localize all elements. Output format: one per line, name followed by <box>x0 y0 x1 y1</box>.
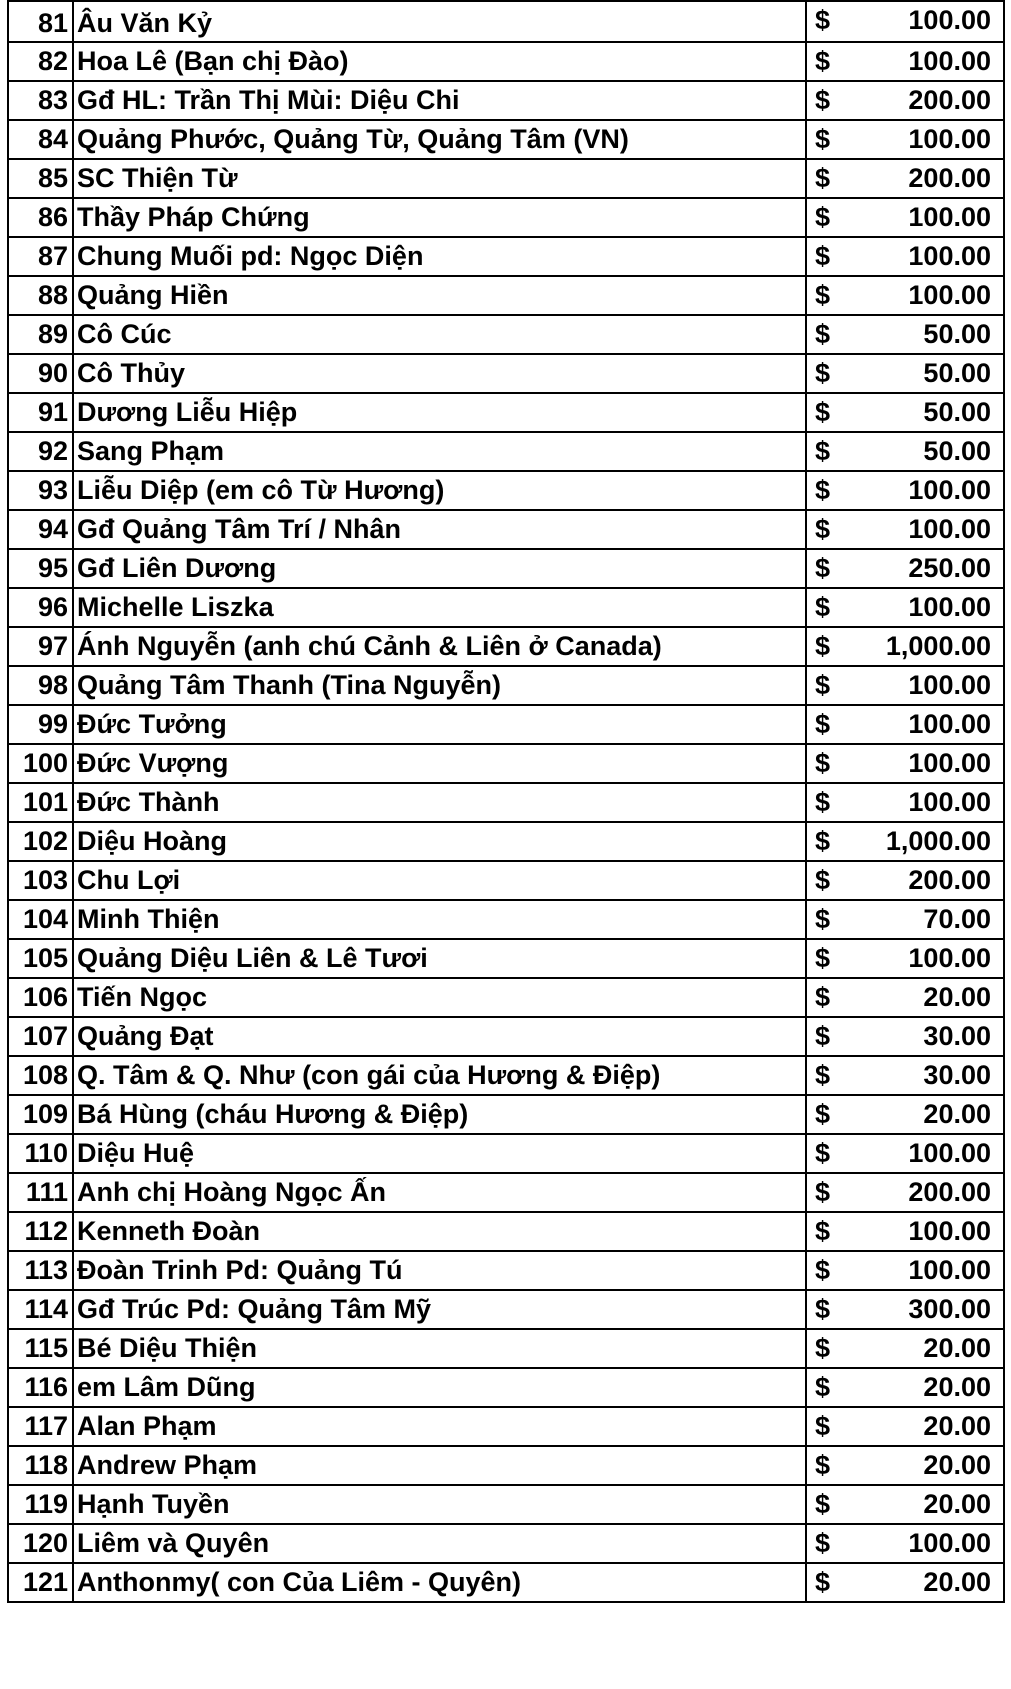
row-number: 119 <box>8 1485 73 1524</box>
currency-symbol: $ <box>815 748 831 778</box>
amount-value: 100.00 <box>908 514 991 544</box>
amount-value: 50.00 <box>923 397 991 427</box>
donor-name: Gđ Trúc Pd: Quảng Tâm Mỹ <box>73 1290 806 1329</box>
table-row <box>8 1251 1004 1290</box>
amount-value: 20.00 <box>923 982 991 1012</box>
donor-name: Liễu Diệp (em cô Từ Hương) <box>73 471 806 510</box>
amount-value: 70.00 <box>923 904 991 934</box>
amount-value: 1,000.00 <box>885 826 991 856</box>
amount-cell <box>806 393 1004 432</box>
amount-value: 20.00 <box>923 1411 991 1441</box>
table-row <box>8 1212 1004 1251</box>
currency-symbol: $ <box>815 202 831 232</box>
table-row <box>8 198 1004 237</box>
currency-symbol: $ <box>815 592 831 622</box>
row-number: 111 <box>8 1173 73 1212</box>
currency-symbol: $ <box>815 1489 831 1519</box>
row-number: 84 <box>8 120 73 159</box>
amount-value: 20.00 <box>923 1450 991 1480</box>
row-number: 97 <box>8 627 73 666</box>
amount-cell <box>806 510 1004 549</box>
table-row <box>8 1524 1004 1563</box>
amount-cell <box>806 237 1004 276</box>
amount-cell <box>806 1290 1004 1329</box>
donor-name: Minh Thiện <box>73 900 806 939</box>
amount-value: 50.00 <box>923 358 991 388</box>
amount-cell <box>806 705 1004 744</box>
row-number: 110 <box>8 1134 73 1173</box>
amount-value: 100.00 <box>908 1255 991 1285</box>
currency-symbol: $ <box>815 1411 831 1441</box>
amount-value: 200.00 <box>908 85 991 115</box>
amount-value: 200.00 <box>908 865 991 895</box>
amount-cell <box>806 1563 1004 1602</box>
row-number: 104 <box>8 900 73 939</box>
donor-name: Đức Thành <box>73 783 806 822</box>
amount-cell <box>806 978 1004 1017</box>
donor-name: Ánh Nguyễn (anh chú Cảnh & Liên ở Canada) <box>73 627 806 666</box>
amount-value: 100.00 <box>908 943 991 973</box>
amount-cell <box>806 900 1004 939</box>
donor-name: Cô Thủy <box>73 354 806 393</box>
row-number: 81 <box>8 1 73 42</box>
currency-symbol: $ <box>815 1372 831 1402</box>
amount-value: 30.00 <box>923 1021 991 1051</box>
table-row <box>8 822 1004 861</box>
amount-cell <box>806 744 1004 783</box>
currency-symbol: $ <box>815 1333 831 1363</box>
row-number: 83 <box>8 81 73 120</box>
currency-symbol: $ <box>815 1138 831 1168</box>
row-number: 116 <box>8 1368 73 1407</box>
amount-cell <box>806 1017 1004 1056</box>
table-row <box>8 510 1004 549</box>
amount-cell <box>806 1 1004 42</box>
table-row <box>8 588 1004 627</box>
donor-name: Hạnh Tuyền <box>73 1485 806 1524</box>
table-row <box>8 978 1004 1017</box>
row-number: 91 <box>8 393 73 432</box>
table-row <box>8 42 1004 81</box>
row-number: 95 <box>8 549 73 588</box>
amount-value: 100.00 <box>908 670 991 700</box>
amount-cell <box>806 1485 1004 1524</box>
amount-cell <box>806 1446 1004 1485</box>
donor-name: Quảng Đạt <box>73 1017 806 1056</box>
donor-name: em Lâm Dũng <box>73 1368 806 1407</box>
currency-symbol: $ <box>815 163 831 193</box>
donor-name: Tiến Ngọc <box>73 978 806 1017</box>
amount-value: 20.00 <box>923 1099 991 1129</box>
amount-cell <box>806 627 1004 666</box>
currency-symbol: $ <box>815 1177 831 1207</box>
row-number: 112 <box>8 1212 73 1251</box>
amount-value: 100.00 <box>908 1138 991 1168</box>
currency-symbol: $ <box>815 5 831 35</box>
table-row <box>8 1 1004 42</box>
amount-cell <box>806 1173 1004 1212</box>
row-number: 106 <box>8 978 73 1017</box>
currency-symbol: $ <box>815 670 831 700</box>
row-number: 87 <box>8 237 73 276</box>
row-number: 99 <box>8 705 73 744</box>
amount-cell <box>806 1212 1004 1251</box>
currency-symbol: $ <box>815 904 831 934</box>
amount-cell <box>806 939 1004 978</box>
row-number: 88 <box>8 276 73 315</box>
amount-cell <box>806 159 1004 198</box>
amount-value: 100.00 <box>908 787 991 817</box>
donor-name: Bá Hùng (cháu Hương & Điệp) <box>73 1095 806 1134</box>
amount-value: 100.00 <box>908 709 991 739</box>
donation-table <box>7 0 1005 1603</box>
currency-symbol: $ <box>815 397 831 427</box>
donor-name: Liêm và Quyên <box>73 1524 806 1563</box>
currency-symbol: $ <box>815 709 831 739</box>
row-number: 107 <box>8 1017 73 1056</box>
amount-cell <box>806 1251 1004 1290</box>
amount-cell <box>806 1368 1004 1407</box>
currency-symbol: $ <box>815 787 831 817</box>
amount-cell <box>806 588 1004 627</box>
currency-symbol: $ <box>815 514 831 544</box>
row-number: 117 <box>8 1407 73 1446</box>
row-number: 90 <box>8 354 73 393</box>
row-number: 94 <box>8 510 73 549</box>
donor-name: Andrew Phạm <box>73 1446 806 1485</box>
amount-value: 200.00 <box>908 163 991 193</box>
currency-symbol: $ <box>815 631 831 661</box>
row-number: 93 <box>8 471 73 510</box>
row-number: 105 <box>8 939 73 978</box>
amount-cell <box>806 198 1004 237</box>
amount-value: 20.00 <box>923 1489 991 1519</box>
amount-cell <box>806 1056 1004 1095</box>
table-row <box>8 900 1004 939</box>
table-row <box>8 1056 1004 1095</box>
table-row <box>8 744 1004 783</box>
currency-symbol: $ <box>815 1255 831 1285</box>
currency-symbol: $ <box>815 982 831 1012</box>
table-row <box>8 159 1004 198</box>
currency-symbol: $ <box>815 1528 831 1558</box>
amount-cell <box>806 666 1004 705</box>
row-number: 92 <box>8 432 73 471</box>
row-number: 103 <box>8 861 73 900</box>
donor-name: Anthonmy( con Của Liêm - Quyên) <box>73 1563 806 1602</box>
amount-value: 100.00 <box>908 475 991 505</box>
amount-cell <box>806 42 1004 81</box>
table-row <box>8 1173 1004 1212</box>
currency-symbol: $ <box>815 1021 831 1051</box>
currency-symbol: $ <box>815 358 831 388</box>
currency-symbol: $ <box>815 1567 831 1597</box>
donation-rows <box>8 1 1004 1602</box>
amount-value: 300.00 <box>908 1294 991 1324</box>
amount-cell <box>806 783 1004 822</box>
table-row <box>8 354 1004 393</box>
amount-value: 50.00 <box>923 319 991 349</box>
amount-cell <box>806 861 1004 900</box>
table-row <box>8 705 1004 744</box>
amount-value: 100.00 <box>908 1216 991 1246</box>
table-row <box>8 315 1004 354</box>
amount-cell <box>806 315 1004 354</box>
donor-name: Quảng Hiền <box>73 276 806 315</box>
amount-value: 30.00 <box>923 1060 991 1090</box>
donor-name: Michelle Liszka <box>73 588 806 627</box>
amount-value: 100.00 <box>908 748 991 778</box>
amount-cell <box>806 549 1004 588</box>
amount-value: 20.00 <box>923 1333 991 1363</box>
currency-symbol: $ <box>815 1450 831 1480</box>
amount-value: 200.00 <box>908 1177 991 1207</box>
row-number: 102 <box>8 822 73 861</box>
donor-name: Quảng Phước, Quảng Từ, Quảng Tâm (VN) <box>73 120 806 159</box>
currency-symbol: $ <box>815 826 831 856</box>
donor-name: Âu Văn Kỷ <box>73 1 806 42</box>
amount-value: 100.00 <box>908 241 991 271</box>
table-row <box>8 1563 1004 1602</box>
row-number: 120 <box>8 1524 73 1563</box>
currency-symbol: $ <box>815 1099 831 1129</box>
table-row <box>8 1368 1004 1407</box>
donor-name: Gđ HL: Trần Thị Mùi: Diệu Chi <box>73 81 806 120</box>
table-row <box>8 1407 1004 1446</box>
donor-name: Quảng Diệu Liên & Lê Tươi <box>73 939 806 978</box>
amount-value: 100.00 <box>908 1528 991 1558</box>
donor-name: Đức Tưởng <box>73 705 806 744</box>
amount-cell <box>806 1095 1004 1134</box>
currency-symbol: $ <box>815 1216 831 1246</box>
table-row <box>8 1017 1004 1056</box>
table-row <box>8 1134 1004 1173</box>
donor-name: Gđ Quảng Tâm Trí / Nhân <box>73 510 806 549</box>
row-number: 115 <box>8 1329 73 1368</box>
donor-name: Đức Vượng <box>73 744 806 783</box>
donor-name: Bé Diệu Thiện <box>73 1329 806 1368</box>
donor-name: Kenneth Đoàn <box>73 1212 806 1251</box>
amount-value: 100.00 <box>908 46 991 76</box>
currency-symbol: $ <box>815 124 831 154</box>
table-row <box>8 1329 1004 1368</box>
currency-symbol: $ <box>815 865 831 895</box>
row-number: 98 <box>8 666 73 705</box>
donor-name: Chu Lợi <box>73 861 806 900</box>
amount-cell <box>806 1407 1004 1446</box>
donor-name: Đoàn Trinh Pd: Quảng Tú <box>73 1251 806 1290</box>
currency-symbol: $ <box>815 241 831 271</box>
table-row <box>8 120 1004 159</box>
amount-cell <box>806 1329 1004 1368</box>
table-row <box>8 237 1004 276</box>
amount-value: 100.00 <box>908 202 991 232</box>
amount-cell <box>806 276 1004 315</box>
amount-value: 100.00 <box>908 592 991 622</box>
currency-symbol: $ <box>815 436 831 466</box>
currency-symbol: $ <box>815 319 831 349</box>
amount-cell <box>806 471 1004 510</box>
donor-name: Sang Phạm <box>73 432 806 471</box>
currency-symbol: $ <box>815 1060 831 1090</box>
row-number: 100 <box>8 744 73 783</box>
donor-name: Cô Cúc <box>73 315 806 354</box>
table-row <box>8 861 1004 900</box>
row-number: 96 <box>8 588 73 627</box>
table-row <box>8 627 1004 666</box>
donor-name: Gđ Liên Dương <box>73 549 806 588</box>
amount-cell <box>806 1524 1004 1563</box>
table-row <box>8 783 1004 822</box>
row-number: 113 <box>8 1251 73 1290</box>
row-number: 109 <box>8 1095 73 1134</box>
amount-value: 50.00 <box>923 436 991 466</box>
currency-symbol: $ <box>815 943 831 973</box>
row-number: 89 <box>8 315 73 354</box>
amount-value: 1,000.00 <box>885 631 991 661</box>
amount-cell <box>806 432 1004 471</box>
donor-name: SC Thiện Từ <box>73 159 806 198</box>
amount-value: 20.00 <box>923 1567 991 1597</box>
donor-name: Anh chị Hoàng Ngọc Ấn <box>73 1173 806 1212</box>
amount-value: 100.00 <box>908 280 991 310</box>
donor-name: Alan Phạm <box>73 1407 806 1446</box>
table-row <box>8 666 1004 705</box>
currency-symbol: $ <box>815 475 831 505</box>
amount-value: 100.00 <box>908 124 991 154</box>
amount-cell <box>806 81 1004 120</box>
donor-name: Chung Muối pd: Ngọc Diện <box>73 237 806 276</box>
donor-name: Dương Liễu Hiệp <box>73 393 806 432</box>
donor-name: Thầy Pháp Chứng <box>73 198 806 237</box>
table-row <box>8 1446 1004 1485</box>
table-row <box>8 1095 1004 1134</box>
row-number: 82 <box>8 42 73 81</box>
donor-name: Quảng Tâm Thanh (Tina Nguyễn) <box>73 666 806 705</box>
currency-symbol: $ <box>815 85 831 115</box>
table-row <box>8 276 1004 315</box>
amount-cell <box>806 822 1004 861</box>
row-number: 114 <box>8 1290 73 1329</box>
row-number: 108 <box>8 1056 73 1095</box>
table-row <box>8 549 1004 588</box>
amount-cell <box>806 120 1004 159</box>
donor-name: Q. Tâm & Q. Như (con gái của Hương & Điệp) <box>73 1056 806 1095</box>
table-row <box>8 393 1004 432</box>
amount-value: 20.00 <box>923 1372 991 1402</box>
table-row <box>8 1290 1004 1329</box>
row-number: 121 <box>8 1563 73 1602</box>
table-row <box>8 432 1004 471</box>
donor-name: Hoa Lê (Bạn chị Đào) <box>73 42 806 81</box>
currency-symbol: $ <box>815 46 831 76</box>
currency-symbol: $ <box>815 1294 831 1324</box>
row-number: 101 <box>8 783 73 822</box>
donor-name: Diệu Huệ <box>73 1134 806 1173</box>
amount-cell <box>806 354 1004 393</box>
row-number: 86 <box>8 198 73 237</box>
table-row <box>8 471 1004 510</box>
donor-name: Diệu Hoàng <box>73 822 806 861</box>
row-number: 118 <box>8 1446 73 1485</box>
table-row <box>8 81 1004 120</box>
table-row <box>8 1485 1004 1524</box>
amount-value: 250.00 <box>908 553 991 583</box>
currency-symbol: $ <box>815 280 831 310</box>
amount-cell <box>806 1134 1004 1173</box>
table-row <box>8 939 1004 978</box>
row-number: 85 <box>8 159 73 198</box>
amount-value: 100.00 <box>908 5 991 35</box>
currency-symbol: $ <box>815 553 831 583</box>
